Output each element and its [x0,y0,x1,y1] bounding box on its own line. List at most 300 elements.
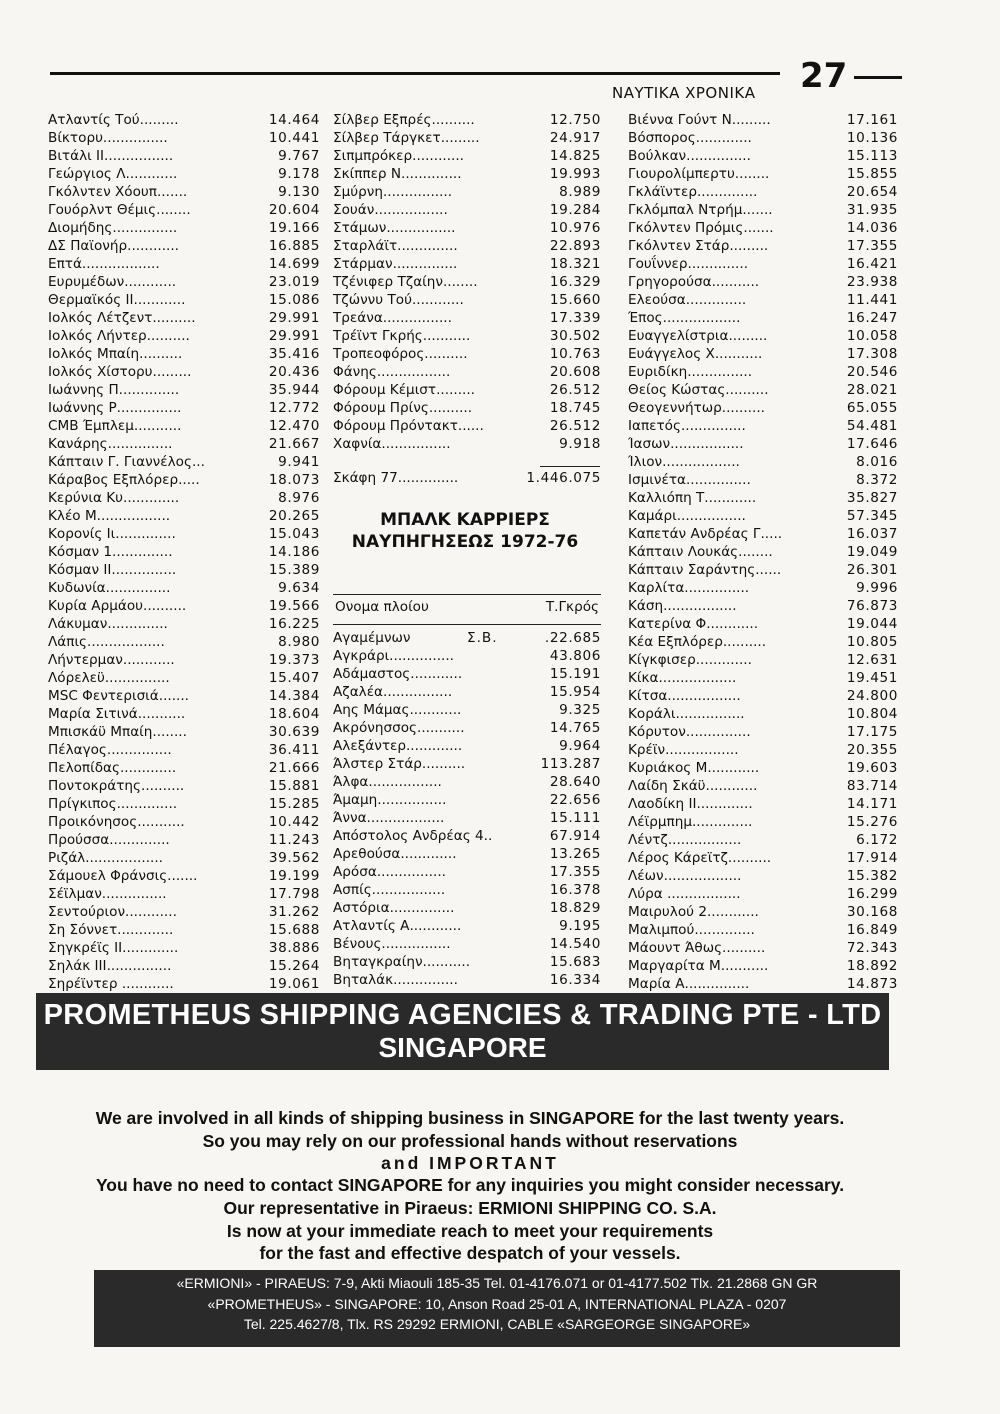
ship-tonnage: 17.308 [846,346,898,362]
ship-tonnage: 28.640 [549,774,601,790]
ship-tonnage: 31.262 [268,904,320,920]
ship-tonnage: 16.421 [846,256,898,272]
ship-name: Ατλαντίς Α............ [333,918,462,934]
ship-tonnage: 15.113 [846,148,898,164]
ship-row [333,237,601,255]
ship-name: Γουόρλντ Θέμις........ [48,202,191,218]
ship-tonnage: 11.441 [846,292,898,308]
ship-name: Κυδωνία............... [48,580,171,596]
ship-row [628,957,898,975]
ship-row [48,795,320,813]
ship-tonnage: 9.767 [278,148,320,164]
ship-row [48,489,320,507]
header-rule-right [854,76,902,79]
ship-class: Σ.Β. [467,630,498,646]
ship-name: Κρέϊν................. [628,742,739,758]
ship-row [628,471,898,489]
ship-tonnage: 17.355 [549,864,601,880]
ship-name: Κέα Εξπλόρερ.......... [628,634,767,650]
ship-row [48,705,320,723]
ship-tonnage: 16.334 [549,972,601,988]
ship-name: Αρεθούσα............. [333,846,457,862]
ship-row [333,899,601,917]
ship-tonnage: 15.086 [268,292,320,308]
ship-row [333,755,601,773]
ship-name: Λέϊρμπημ.............. [628,814,753,830]
table-header [333,599,601,617]
ship-tonnage: 16.225 [268,616,320,632]
ship-name: Άννα.................. [333,810,445,826]
ship-row [628,111,898,129]
ship-tonnage: 19.061 [268,976,320,992]
ship-name: Τζένιφερ Τζαίην........ [333,274,478,290]
ship-tonnage: 14.186 [268,544,320,560]
ship-list-column-2 [333,111,601,453]
ship-tonnage: 12.470 [268,418,320,434]
table-rule-bottom [333,624,601,625]
ad-line-4: You have no need to contact SINGAPORE for any inquiries you might consider necessary. [95,1175,845,1195]
ship-row [333,273,601,291]
ship-row [333,845,601,863]
ship-tonnage: 15.954 [549,684,601,700]
ship-tonnage: 67.914 [549,828,601,844]
ship-row [48,741,320,759]
ship-row [628,345,898,363]
ship-name: Προύσσα.............. [48,832,170,848]
ship-name: Βιτάλι ΙΙ................ [48,148,174,164]
ship-tonnage: 72.343 [846,940,898,956]
ship-tonnage: 17.161 [846,112,898,128]
ship-row [628,885,898,903]
ship-row [48,921,320,939]
ship-name: Αδάμαστος............ [333,666,463,682]
ship-name: Γεώργιος Λ............ [48,166,178,182]
section-subtitle: ΝΑΥΠΗΓΗΣΕΩΣ 1972-76 [351,532,579,552]
ship-tonnage: 15.407 [268,670,320,686]
ship-name: Γουΐννερ.............. [628,256,749,272]
ship-name: Θεογεννήτωρ.......... [628,400,765,416]
ship-name: Ιολκός Μπαίη.......... [48,346,183,362]
ship-row [333,629,601,647]
ship-tonnage: 15.264 [268,958,320,974]
ship-tonnage: 9.634 [278,580,320,596]
ship-tonnage: 43.806 [549,648,601,664]
ship-row [333,129,601,147]
ship-row [48,687,320,705]
ship-row [628,615,898,633]
ship-name: Κόρυτον............... [628,724,751,740]
col-header-name: Ονομα πλοίου [335,599,429,615]
ship-row [628,525,898,543]
ship-tonnage: 9.325 [559,702,601,718]
ship-tonnage: 76.873 [846,598,898,614]
ship-row [333,773,601,791]
ship-tonnage: 15.389 [268,562,320,578]
ship-tonnage: 14.699 [268,256,320,272]
ship-name: Κερύνια Κυ............. [48,490,180,506]
ship-row [628,759,898,777]
ship-row [48,561,320,579]
ship-row [333,647,601,665]
ship-tonnage: 14.540 [549,936,601,952]
col-header-value: Τ.Γκρός [545,599,599,615]
ship-tonnage: 26.301 [846,562,898,578]
ship-tonnage: 17.914 [846,850,898,866]
ship-row [333,809,601,827]
ship-row [628,777,898,795]
ship-name: Ιωάννης Π.............. [48,382,180,398]
ship-row [48,255,320,273]
ship-name: Μαργαρίτα Μ........... [628,958,769,974]
ship-tonnage: 18.321 [549,256,601,272]
ship-tonnage: 15.855 [846,166,898,182]
ship-name: Φάνης................. [333,364,451,380]
sum-rule [540,466,600,467]
ship-tonnage: 18.829 [549,900,601,916]
ship-tonnage: 17.798 [268,886,320,902]
ship-name: Κοράλι................ [628,706,745,722]
ship-tonnage: 21.666 [268,760,320,776]
header-rule [50,72,780,75]
ship-name: Ασπίς................. [333,882,446,898]
ship-row [628,921,898,939]
ship-row [628,183,898,201]
ship-tonnage: 31.935 [846,202,898,218]
ship-row [628,129,898,147]
ship-name: Φόρουμ Πρόντακτ...... [333,418,484,434]
ship-tonnage: 9.964 [559,738,601,754]
ship-tonnage: 10.976 [549,220,601,236]
ship-name: Βιέννα Γούντ Ν......... [628,112,771,128]
ship-tonnage: 15.683 [549,954,601,970]
ship-name: Ίλιον.................. [628,454,740,470]
ship-row [48,975,320,993]
ship-name: Σίλβερ Εξπρές.......... [333,112,475,128]
ship-name: Ευρυμέδων............ [48,274,177,290]
ship-row [48,237,320,255]
ship-name: Γκόλντεν Πρόμις....... [628,220,774,236]
ship-row [48,759,320,777]
ship-tonnage: 19.993 [549,166,601,182]
ship-name: Ευαγγελίστρια......... [628,328,768,344]
ship-tonnage: 24.917 [549,130,601,146]
ship-tonnage: 15.688 [268,922,320,938]
ship-tonnage: 23.019 [268,274,320,290]
ship-row [333,791,601,809]
ship-name: Αης Μάμας............ [333,702,462,718]
ship-name: Χαφνία................ [333,436,451,452]
ship-row [628,453,898,471]
ship-row [48,435,320,453]
ship-tonnage: 39.562 [268,850,320,866]
ship-tonnage: 9.195 [559,918,601,934]
ship-tonnage: 10.441 [268,130,320,146]
ship-tonnage: 35.416 [268,346,320,362]
ship-tonnage: 19.166 [268,220,320,236]
ship-name: Πελοπίδας............. [48,760,177,776]
ship-name: Σταρλάϊτ.............. [333,238,458,254]
ship-tonnage: 30.502 [549,328,601,344]
ship-list-column-1 [48,111,320,993]
ship-row [333,827,601,845]
ship-name: Καμάρι................ [628,508,746,524]
ship-name: Λήντερμαν............ [48,652,175,668]
ship-row [48,165,320,183]
ship-row [628,795,898,813]
ship-name: Κάραβος Εξπλόρερ..... [48,472,200,488]
ship-name: Πρίγκιπος.............. [48,796,178,812]
ship-name: Τρέϊντ Γκρής........... [333,328,471,344]
ship-tonnage: 16.849 [846,922,898,938]
ship-tonnage: 14.873 [846,976,898,992]
ship-name: Βόσπορος............. [628,130,752,146]
ship-name: ΔΣ Παϊονήρ............ [48,238,179,254]
ship-row [48,129,320,147]
ship-tonnage: 15.276 [846,814,898,830]
ship-name: Ελεούσα.............. [628,292,747,308]
ship-tonnage: 19.044 [846,616,898,632]
ship-name: Άλστερ Στάρ.......... [333,756,466,772]
ship-name: Μαρία Α............... [628,976,750,992]
ship-name: Λαίδη Σκάϋ............ [628,778,758,794]
ship-name: Κάση................. [628,598,737,614]
ship-row [48,957,320,975]
ship-tonnage: 20.604 [268,202,320,218]
ship-tonnage: 6.172 [856,832,898,848]
ship-name: Κάπταιν Γ. Γιαννέλος... [48,454,205,470]
ship-name: Μαρία Σιτινά........... [48,706,186,722]
ship-tonnage: 10.058 [846,328,898,344]
ad-line-2: So you may rely on our professional hands without reservations [202,1131,738,1151]
ship-tonnage: 20.355 [846,742,898,758]
ship-tonnage: 21.667 [268,436,320,452]
ship-tonnage: 10.804 [846,706,898,722]
ship-row [628,489,898,507]
ship-row [333,435,601,453]
ship-row [628,507,898,525]
ship-row [333,147,601,165]
ship-row [628,399,898,417]
ship-row [48,903,320,921]
ship-row [628,633,898,651]
ship-name: Κυριάκος Μ............ [628,760,760,776]
ship-tonnage: 23.938 [846,274,898,290]
ship-tonnage: 15.660 [549,292,601,308]
ship-tonnage: 14.825 [549,148,601,164]
ship-name: Γκλόμπαλ Ντρήμ....... [628,202,773,218]
ship-name: Γκλάϊντερ.............. [628,184,758,200]
banner-city: SINGAPORE [378,1032,547,1063]
ship-tonnage: 18.745 [549,400,601,416]
ship-name: Θερμαϊκός ΙΙ............ [48,292,186,308]
ship-name: Τρεάνα................ [333,310,452,326]
ship-tonnage: 30.168 [846,904,898,920]
ship-name: Φόρουμ Κέμιστ......... [333,382,475,398]
ship-name: Σηγκρέϊς ΙΙ............. [48,940,179,956]
ship-row [628,939,898,957]
ad-line-5: Our representative in Piraeus: ERMIONI SHIPPING CO. S.A. [223,1198,717,1218]
footer-line-1: «ERMIONI» - PIRAEUS: 7-9, Akti Miaouli 185-35 Tel. 01-4176.071 or 01-4177.502 Tlx. 21.2868 GN GR [176,1275,818,1291]
ship-tonnage: 54.481 [846,418,898,434]
ship-name: Πέλαγος............... [48,742,172,758]
ship-tonnage: 20.654 [846,184,898,200]
ship-tonnage: 29.991 [268,310,320,326]
ship-row [48,507,320,525]
ship-row [628,723,898,741]
ship-name: Αζαλέα................ [333,684,453,700]
ship-tonnage: 15.382 [846,868,898,884]
ship-name: Λόρελεϋ............... [48,670,170,686]
ship-tonnage: 13.265 [549,846,601,862]
ship-row [628,165,898,183]
ship-tonnage: 18.892 [846,958,898,974]
total-value: 1.446.075 [526,470,601,486]
ship-row [333,183,601,201]
ship-row [628,201,898,219]
ship-row [628,291,898,309]
ship-name: Ίασων................. [628,436,744,452]
ship-name: Διομήδης............... [48,220,178,236]
ship-tonnage: 38.886 [268,940,320,956]
ship-name: Ιωάννης Ρ............... [48,400,182,416]
ship-tonnage: 14.036 [846,220,898,236]
ship-tonnage: 19.603 [846,760,898,776]
ship-name: Ευάγγελος Χ........... [628,346,763,362]
ship-tonnage: 16.247 [846,310,898,326]
ship-row [333,417,601,435]
ship-row [333,863,601,881]
ship-name: Σάμουελ Φράνσις....... [48,868,198,884]
ship-name: Ιολκός Λήντερ.......... [48,328,190,344]
ship-row [48,363,320,381]
ship-name: Σίλβερ Τάργκετ......... [333,130,480,146]
ship-row [48,111,320,129]
ship-row [628,327,898,345]
ship-name: Λέων.................. [628,868,742,884]
ship-tonnage: 8.016 [856,454,898,470]
ship-tonnage: 19.049 [846,544,898,560]
ship-tonnage: 36.411 [268,742,320,758]
ship-name: Γκόλντεν Στάρ......... [628,238,769,254]
ship-tonnage: 83.714 [846,778,898,794]
ship-name: Κάπταιν Σαράντης...... [628,562,782,578]
ship-name: Κανάρης............... [48,436,173,452]
ship-row [48,543,320,561]
ship-tonnage: 113.287 [540,756,601,772]
ship-tonnage: 9.178 [278,166,320,182]
ship-row [333,665,601,683]
ship-row [333,881,601,899]
ad-line-7: for the fast and effective despatch of your vessels. [259,1243,681,1263]
ship-tonnage: 8.989 [559,184,601,200]
ad-line-6: Is now at your immediate reach to meet your requirements [226,1221,714,1241]
ship-name: CMB Έμπλεμ........... [48,418,182,434]
ship-row [628,813,898,831]
ship-name: Ιαπετός............... [628,418,746,434]
ship-tonnage: 11.243 [268,832,320,848]
ship-name: Κίτσα................. [628,688,741,704]
ship-name: Μαλιμπού.............. [628,922,755,938]
ship-row [333,399,601,417]
ship-name: Κόσμαν ΙΙ............... [48,562,177,578]
ship-name: Επτά.................. [48,256,160,272]
ship-name: Τζώννυ Τού............ [333,292,464,308]
ship-name: Γιουρολίμπερτυ........ [628,166,770,182]
ship-row [628,273,898,291]
ship-name: Βηταγκραίην........... [333,954,471,970]
ship-row [48,867,320,885]
ship-tonnage: 10.763 [549,346,601,362]
ship-row [48,831,320,849]
ship-tonnage: 20.546 [846,364,898,380]
ship-row [628,147,898,165]
ship-row [628,975,898,993]
ship-row [48,579,320,597]
ship-row [48,777,320,795]
ship-name: Ακρόνησσος........... [333,720,465,736]
ship-name: Στάρμαν............... [333,256,458,272]
ship-name: Ιολκός Χίστορυ......... [48,364,192,380]
ship-row [48,669,320,687]
ship-name: Κάπταιν Λουκάς........ [628,544,773,560]
ship-name: Τροπεοφόρος.......... [333,346,468,362]
ship-tonnage: 20.265 [268,508,320,524]
ship-name: Κυρία Αρμάου.......... [48,598,187,614]
ship-name: Κίγκφισερ............. [628,652,752,668]
ship-tonnage: 29.991 [268,328,320,344]
ship-name: MSC Φεντερισιά....... [48,688,189,704]
ship-tonnage: 65.055 [846,400,898,416]
company-banner [36,993,889,1070]
ship-tonnage: 12.631 [846,652,898,668]
ship-name: Άμαμη................ [333,792,447,808]
ship-name: Αγαμέμνων [333,630,411,646]
ship-row [333,165,601,183]
ship-name: Γκόλντεν Χόουπ....... [48,184,188,200]
ship-row [628,417,898,435]
ship-row [628,597,898,615]
ship-row [628,741,898,759]
ship-name: Απόστολος Ανδρέας 4.. [333,828,493,844]
ship-row [628,651,898,669]
ship-tonnage: 9.918 [559,436,601,452]
ship-tonnage: 16.329 [549,274,601,290]
ship-tonnage: 18.604 [268,706,320,722]
ship-row [628,309,898,327]
ship-name: Ισμινέτα............... [628,472,751,488]
ship-name: Μάουντ Άθως.......... [628,940,766,956]
ship-name: Σιπμπρόκερ............ [333,148,464,164]
ship-row [333,201,601,219]
ship-row [333,381,601,399]
ship-row [48,813,320,831]
ship-name: Σεντούριον............ [48,904,177,920]
ship-row [333,737,601,755]
ship-name: Λέρος Κάρεϊτζ.......... [628,850,772,866]
ship-row [628,237,898,255]
ship-tonnage: 17.355 [846,238,898,254]
ship-tonnage: 8.976 [278,490,320,506]
ship-row [628,543,898,561]
ship-row [48,453,320,471]
ship-row [333,255,601,273]
ship-tonnage: 22.656 [549,792,601,808]
ship-row [333,363,601,381]
section-title: ΜΠΑΛΚ ΚΑΡΡΙΕΡΣ [380,510,550,530]
ship-name: Βούλκαν............... [628,148,751,164]
ship-row [628,435,898,453]
ship-tonnage: 16.299 [846,886,898,902]
